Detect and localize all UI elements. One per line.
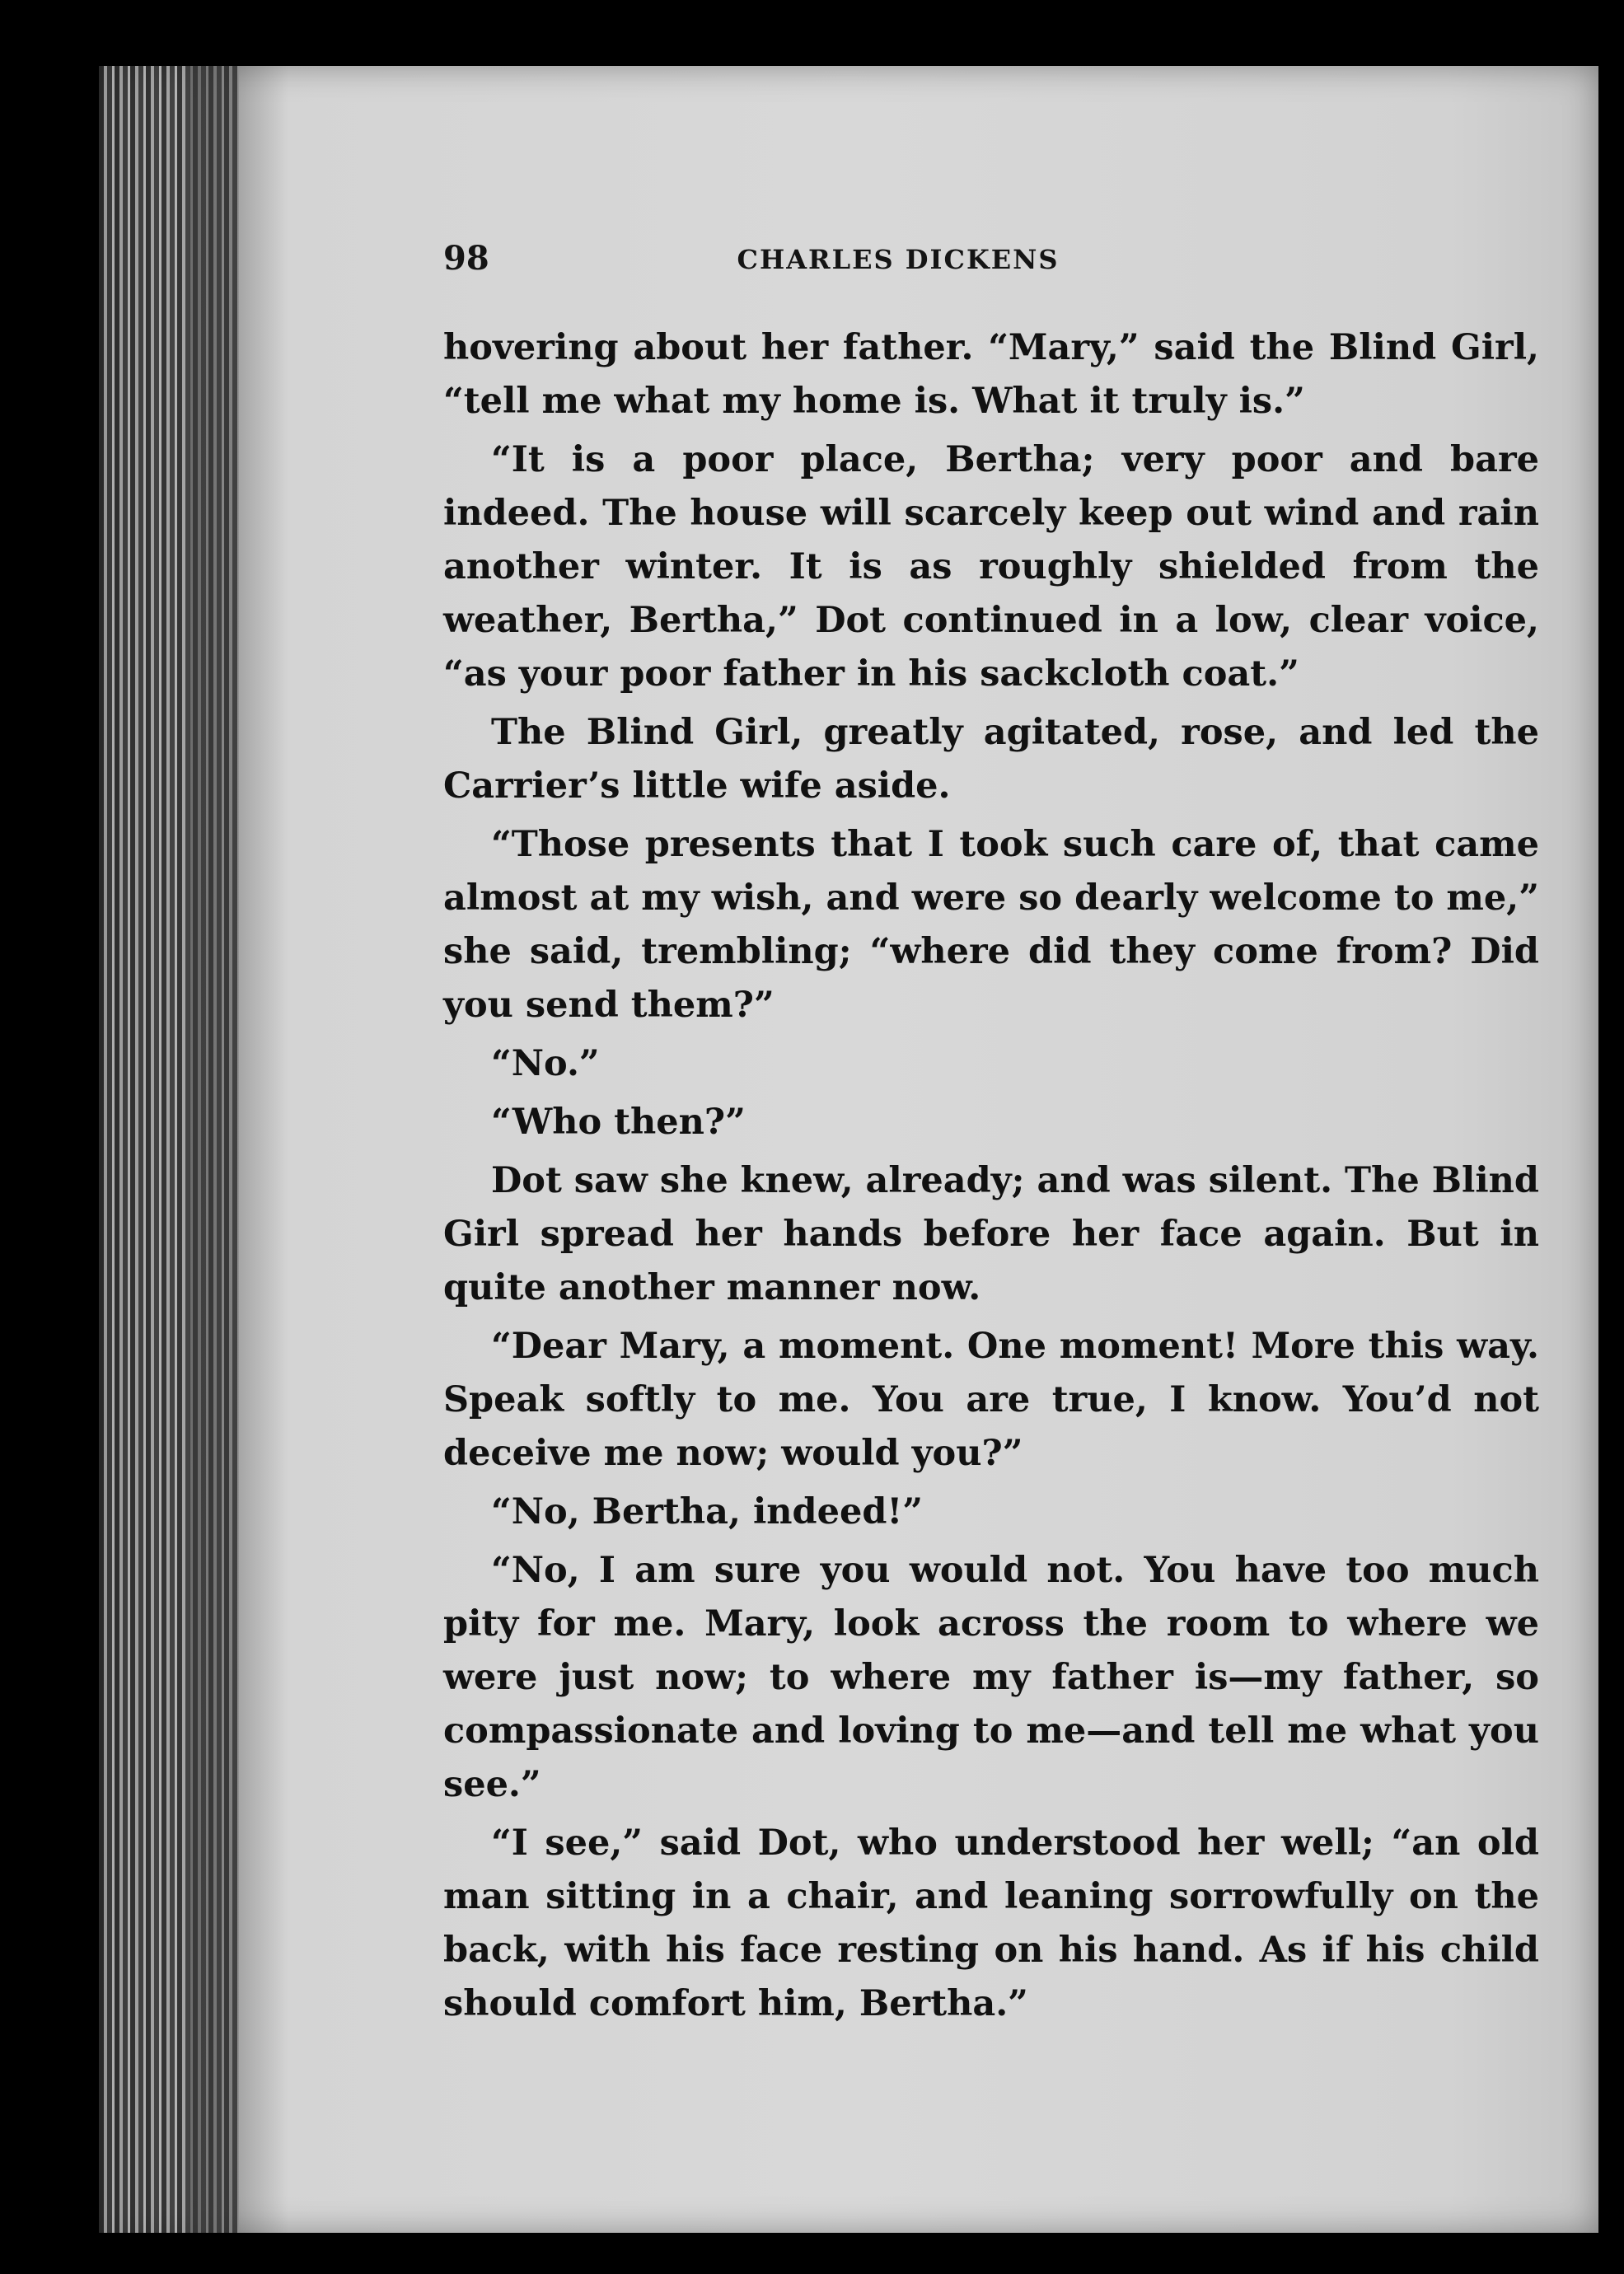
paragraph: “I see,” said Dot, who understood her well; “an old man sitting in a chair, and leaning sorrowfully on the back, with his face resting on his hand. As if his child should comfort him, Bertha.” [443,1822,1539,2024]
running-title: CHARLES DICKENS [737,244,1060,275]
gutter-shadow [190,66,288,2233]
paragraph: “Dear Mary, a moment. One moment! More this way. Speak softly to me. You are true, I know. You’d not deceive me now; would you?” [443,1326,1539,1474]
body-text [443,321,1539,2036]
paragraph: The Blind Girl, greatly agitated, rose, and led the Carrier’s little wife aside. [443,712,1539,807]
paragraph: “It is a poor place, Bertha; very poor and bare indeed. The house will scarcely keep out wind and rain another winter. It is as roughly shielded from the weather, Bertha,” Dot continued in a low, clear voice, “as your poor father in his sackcloth coat.” [443,439,1539,695]
paragraph: “No, I am sure you would not. You have too much pity for me. Mary, look across the room to where we were just now; to where my father is—my father, so compassionate and loving to me—and tell me what you see.” [443,1550,1539,1805]
page-number: 98 [443,239,489,278]
paragraph: Dot saw she knew, already; and was silent. The Blind Girl spread her hands before her face again. But in quite another manner now. [443,1160,1539,1308]
paragraph: “Those presents that I took such care of, that came almost at my wish, and were so dearly welcome to me,” she said, trembling; “where did they come from? Did you send them?” [443,824,1539,1026]
paragraph: “No, Bertha, indeed!” [491,1491,923,1532]
paragraph: “Who then?” [491,1102,746,1143]
paragraph: hovering about her father. “Mary,” said the Blind Girl, “tell me what my home is. What it truly is.” [443,327,1539,422]
paragraph: “No.” [491,1043,600,1084]
